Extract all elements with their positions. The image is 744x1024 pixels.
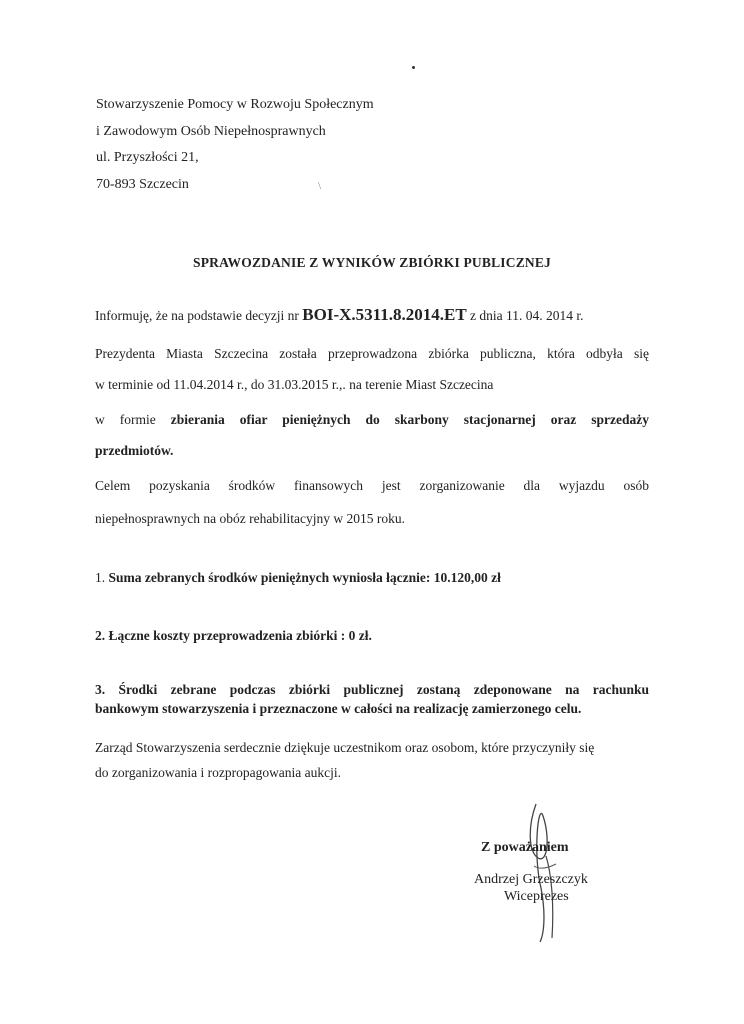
intro-date: z dnia 11. 04. 2014 r. xyxy=(466,308,584,323)
thanks-line-2: do zorganizowania i rozpropagowania aukcji. xyxy=(95,765,342,780)
purpose-line-2: niepełnosprawnych na obóz rehabilitacyjny w 2015 roku. xyxy=(95,511,406,526)
decision-number: BOI-X.5311.8.2014.ET xyxy=(302,305,467,324)
intro-text-start: Informuję, że na podstawie decyzji nr xyxy=(95,308,303,323)
purpose-line-1: Celem pozyskania środków finansowych jest zorganizowanie dla wyjazdu osób xyxy=(95,478,649,493)
point-1-number: 1. xyxy=(95,570,109,585)
intro-line-4 xyxy=(95,412,649,428)
sender-name-line2: i Zawodowym Osób Niepełnosprawnych xyxy=(96,123,326,139)
point-3-line-1: 3. Środki zebrane podczas zbiórki publicznej zostaną zdeponowane na rachunku xyxy=(95,682,649,697)
point-1-text: Suma zebranych środków pieniężnych wyniosła łącznie: 10.120,00 zł xyxy=(108,570,501,585)
form-description: zbierania ofiar pieniężnych do skarbony stacjonarnej oraz sprzedaży xyxy=(170,412,649,427)
thanks-line-1: Zarząd Stowarzyszenia serdecznie dziękuje uczestnikom oraz osobom, które przyczyniły się xyxy=(95,740,595,755)
signatory-role: Wiceprezes xyxy=(504,889,569,904)
point-1 xyxy=(95,570,649,586)
intro-line-3: w terminie od 11.04.2014 r., do 31.03.2015 r.,. na terenie Miast Szczecina xyxy=(95,377,494,392)
intro-line-1 xyxy=(95,305,649,325)
closing-greeting: Z poważaniem xyxy=(481,840,569,855)
intro-line-2: Prezydenta Miasta Szczecina została przeprowadzona zbiórka publiczna, która odbyła się xyxy=(95,346,649,361)
scan-speck xyxy=(412,66,415,69)
sender-city: 70-893 Szczecin xyxy=(96,176,189,192)
intro-line-5: przedmiotów. xyxy=(95,443,174,458)
point-2: 2. Łączne koszty przeprowadzenia zbiórki : 0 zł. xyxy=(95,628,372,643)
document-title: SPRAWOZDANIE Z WYNIKÓW ZBIÓRKI PUBLICZNEJ xyxy=(192,255,552,270)
signatory-name: Andrzej Grzeszczyk xyxy=(474,872,588,887)
handwritten-signature xyxy=(508,796,578,944)
point-3-line-2: bankowym stowarzyszenia i przeznaczone w całości na realizację zamierzonego celu. xyxy=(95,701,582,716)
form-label: w formie xyxy=(95,412,171,427)
scan-mark: \ xyxy=(318,180,322,192)
sender-street: ul. Przyszłości 21, xyxy=(96,150,199,165)
sender-name-line1: Stowarzyszenie Pomocy w Rozwoju Społecznym xyxy=(96,97,374,112)
sender-address xyxy=(96,92,374,198)
